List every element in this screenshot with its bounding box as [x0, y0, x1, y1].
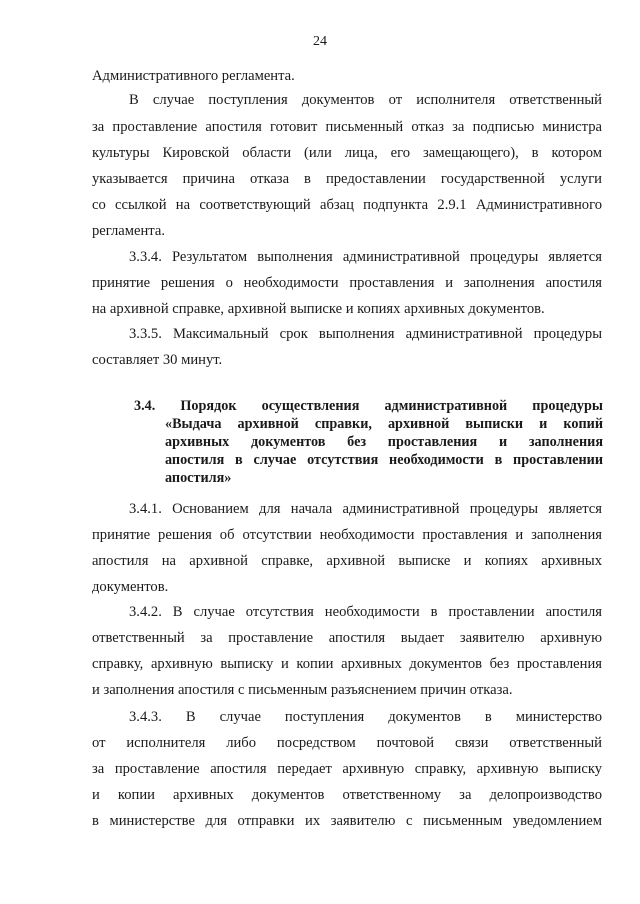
- text-line: В случае поступления документов от исполнителя ответственный: [129, 92, 602, 108]
- section-heading-line: апостиля в случае отсутствия необходимости в проставлении: [165, 452, 603, 468]
- text-line: составляет 30 минут.: [92, 352, 223, 368]
- text-line: 3.3.4. Результатом выполнения административной процедуры является: [129, 249, 602, 265]
- text-line: 3.3.5. Максимальный срок выполнения административной процедуры: [129, 326, 602, 342]
- text-line: 3.4.3. В случае поступления документов в министерство: [129, 709, 602, 725]
- text-line: принятие решения об отсутствии необходимости проставления и заполнения: [92, 527, 602, 543]
- text-line: со ссылкой на соответствующий абзац подпункта 2.9.1 Административного: [92, 197, 602, 213]
- text-line: за проставление апостиля передает архивную справку, архивную выписку: [92, 761, 602, 777]
- page-number: 24: [313, 34, 327, 49]
- text-line: регламента.: [92, 223, 165, 239]
- text-line: и копии архивных документов ответственному за делопроизводство: [92, 787, 602, 803]
- text-line: культуры Кировской области (или лица, его замещающего), в котором: [92, 145, 602, 161]
- text-line: за проставление апостиля готовит письменный отказ за подписью министра: [92, 119, 602, 135]
- text-line: от исполнителя либо посредством почтовой связи ответственный: [92, 735, 602, 751]
- text-line: и заполнения апостиля с письменным разъяснением причин отказа.: [92, 682, 513, 698]
- text-line: документов.: [92, 579, 169, 595]
- text-line: на архивной справке, архивной выписке и копиях архивных документов.: [92, 301, 545, 317]
- section-heading-line: архивных документов без проставления и заполнения: [165, 434, 603, 450]
- text-line: в министерстве для отправки их заявителю с письменным уведомлением: [92, 813, 602, 829]
- text-line: Административного регламента.: [92, 68, 295, 84]
- text-line: ответственный за проставление апостиля выдает заявителю архивную: [92, 630, 602, 646]
- text-line: принятие решения о необходимости проставления и заполнения апостиля: [92, 275, 602, 291]
- text-line: 3.4.1. Основанием для начала административной процедуры является: [129, 501, 602, 517]
- section-heading-line: апостиля»: [165, 470, 232, 486]
- text-line: 3.4.2. В случае отсутствия необходимости в проставлении апостиля: [129, 604, 602, 620]
- text-line: апостиля на архивной справке, архивной выписке и копиях архивных: [92, 553, 602, 569]
- section-heading-line: «Выдача архивной справки, архивной выписки и копий: [165, 416, 603, 432]
- section-heading-line: 3.4. Порядок осуществления административной процедуры: [134, 398, 603, 414]
- text-line: указывается причина отказа в предоставлении государственной услуги: [92, 171, 602, 187]
- text-line: справку, архивную выписку и копии архивных документов без проставления: [92, 656, 602, 672]
